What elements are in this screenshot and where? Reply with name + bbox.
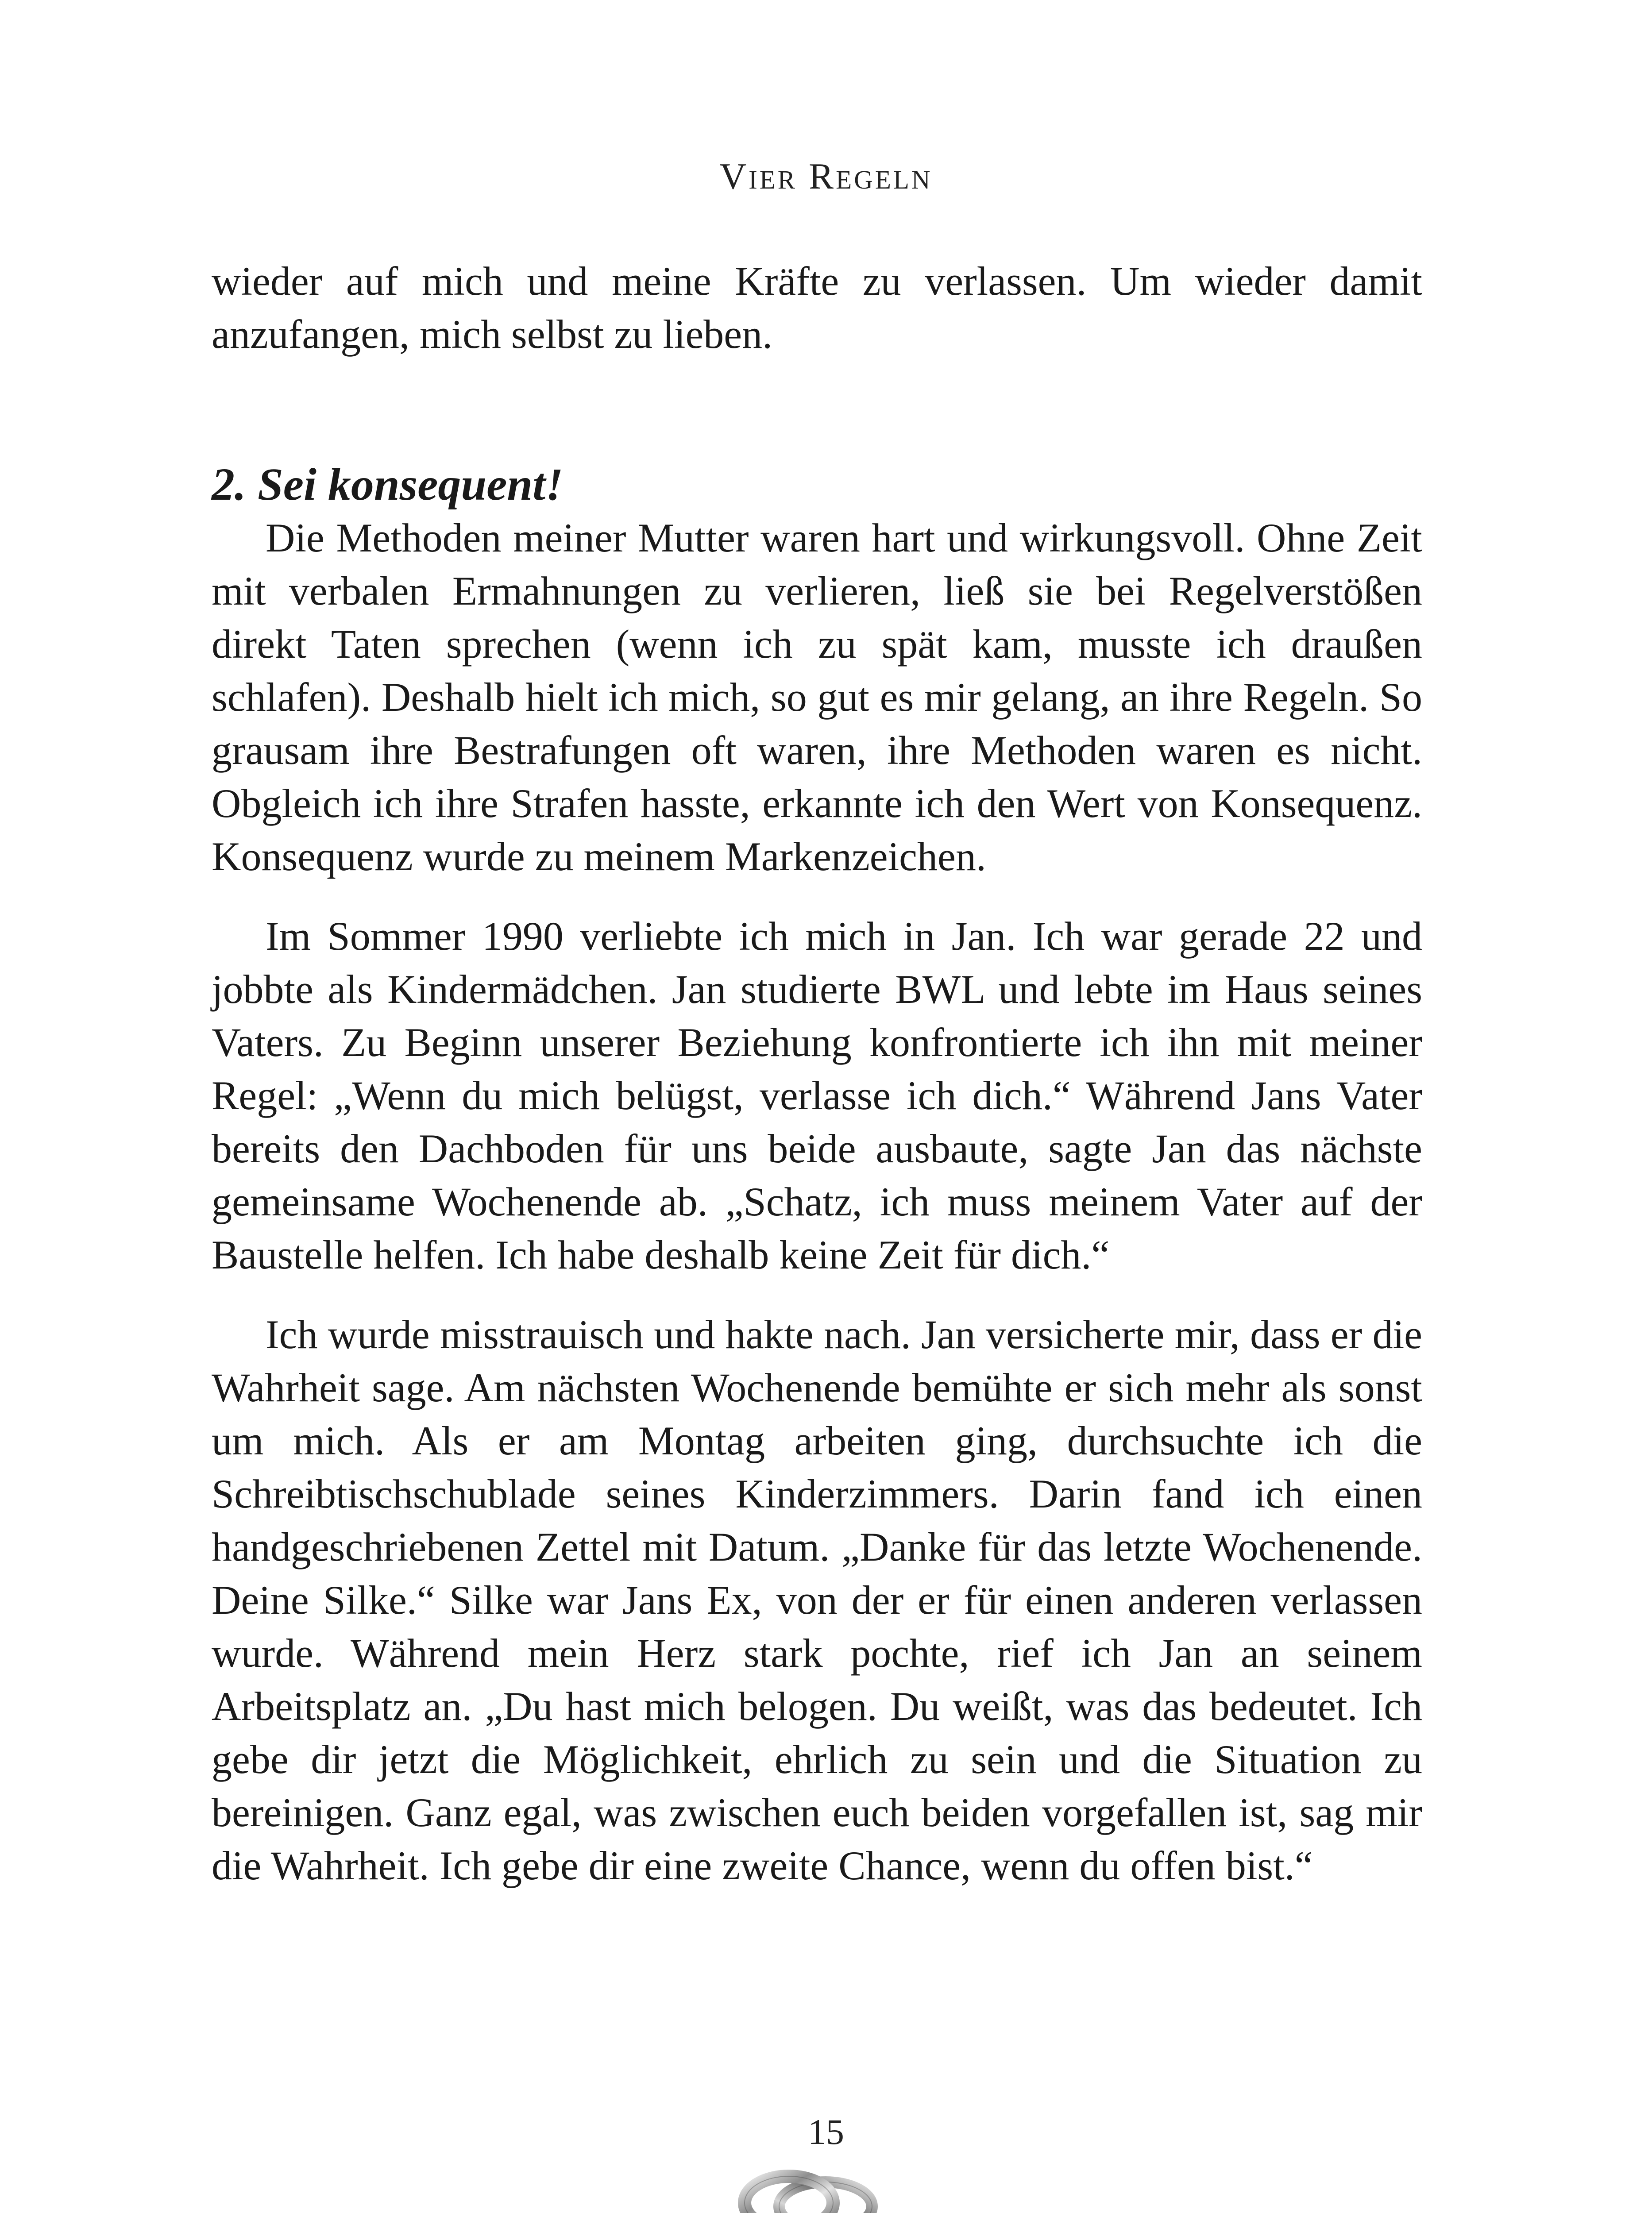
paragraph: Die Methoden meiner Mutter waren hart und wirkungsvoll. Ohne Zeit mit verbalen Ermahnungen zu verlieren, ließ sie bei Regelverstößen direkt Taten sprechen (wenn ich zu spät kam, musste ich draußen schlafen). Deshalb hielt ich mich, so gut es mir gelang, an ihre Regeln. So grausam ihre Bestrafungen oft waren, ihre Methoden waren es nicht. Obgleich ich ihre Strafen hasste, erkannte ich den Wert von Konsequenz. Konsequenz wurde zu meinem Markenzeichen. bbox=[212, 515, 1422, 879]
wedding-rings-icon bbox=[735, 2162, 881, 2213]
paragraph-continued: wieder auf mich und meine Kräfte zu verlassen. Um wieder damit anzufangen, mich selbst zu lieben. bbox=[212, 258, 1422, 357]
paragraph: Im Sommer 1990 verliebte ich mich in Jan. Ich war gerade 22 und jobbte als Kindermädchen. Jan studierte BWL und lebte im Haus seines Vaters. Zu Beginn unserer Beziehung konfrontierte ich ihn mit meiner Regel: „Wenn du mich belügst, verlasse ich dich.“ Während Jans Vater bereits den Dachboden für uns beide ausbaute, sagte Jan das nächste gemeinsame Wochenende ab. „Schatz, ich muss meinem Vater auf der Baustelle helfen. Ich habe deshalb keine Zeit für dich.“ bbox=[212, 914, 1422, 1277]
running-head: Vier Regeln bbox=[719, 156, 933, 197]
page-number: 15 bbox=[808, 2112, 844, 2152]
body-text bbox=[212, 254, 1422, 1892]
section-heading: 2. Sei konsequent! bbox=[212, 459, 564, 510]
paragraph: Ich wurde misstrauisch und hakte nach. Jan versicherte mir, dass er die Wahrheit sage. Am nächsten Wochenende bemühte er sich mehr als sonst um mich. Als er am Montag arbeiten ging, durchsuchte ich die Schreibtischschublade seines Kinderzimmers. Darin fand ich einen handgeschriebenen Zettel mit Datum. „Danke für das letzte Wochenende. Deine Silke.“ Silke war Jans Ex, von der er für einen anderen verlassen wurde. Während mein Herz stark pochte, rief ich Jan an seinem Arbeitsplatz an. „Du hast mich belogen. Du weißt, was das bedeutet. Ich gebe dir jetzt die Möglichkeit, ehrlich zu sein und die Situation zu bereinigen. Ganz egal, was zwischen euch beiden vorgefallen ist, sag mir die Wahrheit. Ich gebe dir eine zweite Chance, wenn du offen bist.“ bbox=[212, 1312, 1422, 1888]
